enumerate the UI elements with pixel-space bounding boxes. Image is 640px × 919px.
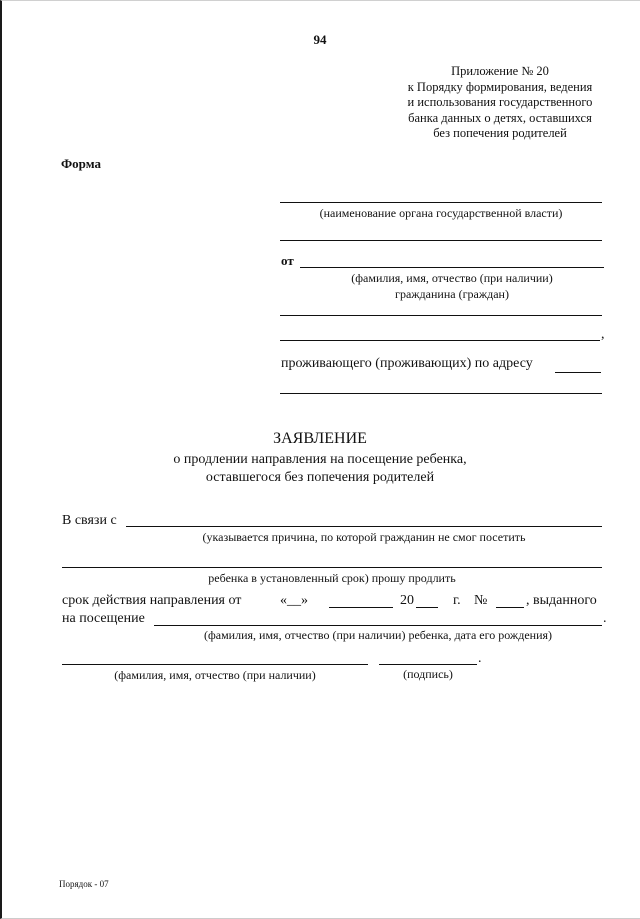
signature-line[interactable] — [379, 664, 477, 665]
footer-text: Порядок - 07 — [59, 879, 109, 889]
authority-field-line-2[interactable] — [280, 240, 602, 241]
reason-caption-1: (указывается причина, по которой гражданин не смог посетить — [202, 530, 526, 544]
subtitle-line-2: оставшегося без попечения родителей — [205, 470, 435, 485]
authority-field-line[interactable] — [280, 202, 602, 203]
appendix-line: и использования государственного — [407, 95, 593, 109]
address-field-line[interactable] — [555, 372, 601, 373]
from-label: от — [281, 253, 294, 268]
child-period: . — [603, 611, 607, 626]
signature-name-caption: (фамилия, имя, отчество (при наличии) — [114, 668, 316, 682]
signature-name-line[interactable] — [62, 664, 368, 665]
document-subtitle — [150, 451, 490, 487]
form-label: Форма — [61, 156, 101, 171]
child-field-line[interactable] — [154, 625, 602, 626]
year-prefix: 20 — [400, 593, 414, 608]
appendix-line: без попечения родителей — [433, 126, 567, 140]
signature-caption: (подпись) — [403, 667, 453, 681]
signature-period: . — [478, 651, 482, 666]
subtitle-line-1: о продлении направления на посещение ребенка, — [173, 452, 467, 467]
validity-label: срок действия направления от — [62, 593, 242, 608]
child-caption: (фамилия, имя, отчество (при наличии) ребенка, дата его рождения) — [203, 628, 553, 642]
number-sign: № — [474, 593, 488, 608]
applicant-caption-1: (фамилия, имя, отчество (при наличии) — [351, 271, 553, 285]
appendix-block — [390, 64, 610, 142]
applicant-field-line[interactable] — [300, 267, 604, 268]
address-label: проживающего (проживающих) по адресу — [281, 356, 533, 371]
issued-label: , выданного — [526, 593, 597, 608]
address-field-line-2[interactable] — [280, 393, 602, 394]
reason-field-line[interactable] — [126, 526, 602, 527]
year-suffix: г. — [453, 593, 461, 608]
applicant-comma: , — [601, 327, 605, 342]
appendix-line: Приложение № 20 — [451, 64, 549, 78]
applicant-field-line-2[interactable] — [280, 315, 602, 316]
date-month-field-line[interactable] — [329, 607, 393, 608]
number-field-line[interactable] — [496, 607, 524, 608]
appendix-line: банка данных о детях, оставшихся — [408, 110, 592, 125]
year-field-line[interactable] — [416, 607, 438, 608]
visit-label: на посещение — [62, 611, 145, 626]
reason-field-line-2[interactable] — [62, 567, 602, 568]
page-number: 94 — [313, 32, 327, 47]
appendix-line: к Порядку формирования, ведения — [407, 79, 593, 94]
reason-caption-2: ребенка в установленный срок) прошу продлить — [208, 571, 456, 585]
authority-caption: (наименование органа государственной власти) — [319, 206, 563, 220]
date-day-field[interactable]: «__» — [280, 593, 308, 608]
document-title: ЗАЯВЛЕНИЕ — [273, 430, 367, 447]
in-connection-label: В связи с — [62, 513, 117, 528]
applicant-field-line-3[interactable] — [280, 340, 600, 341]
applicant-caption-2: гражданина (граждан) — [395, 287, 509, 301]
